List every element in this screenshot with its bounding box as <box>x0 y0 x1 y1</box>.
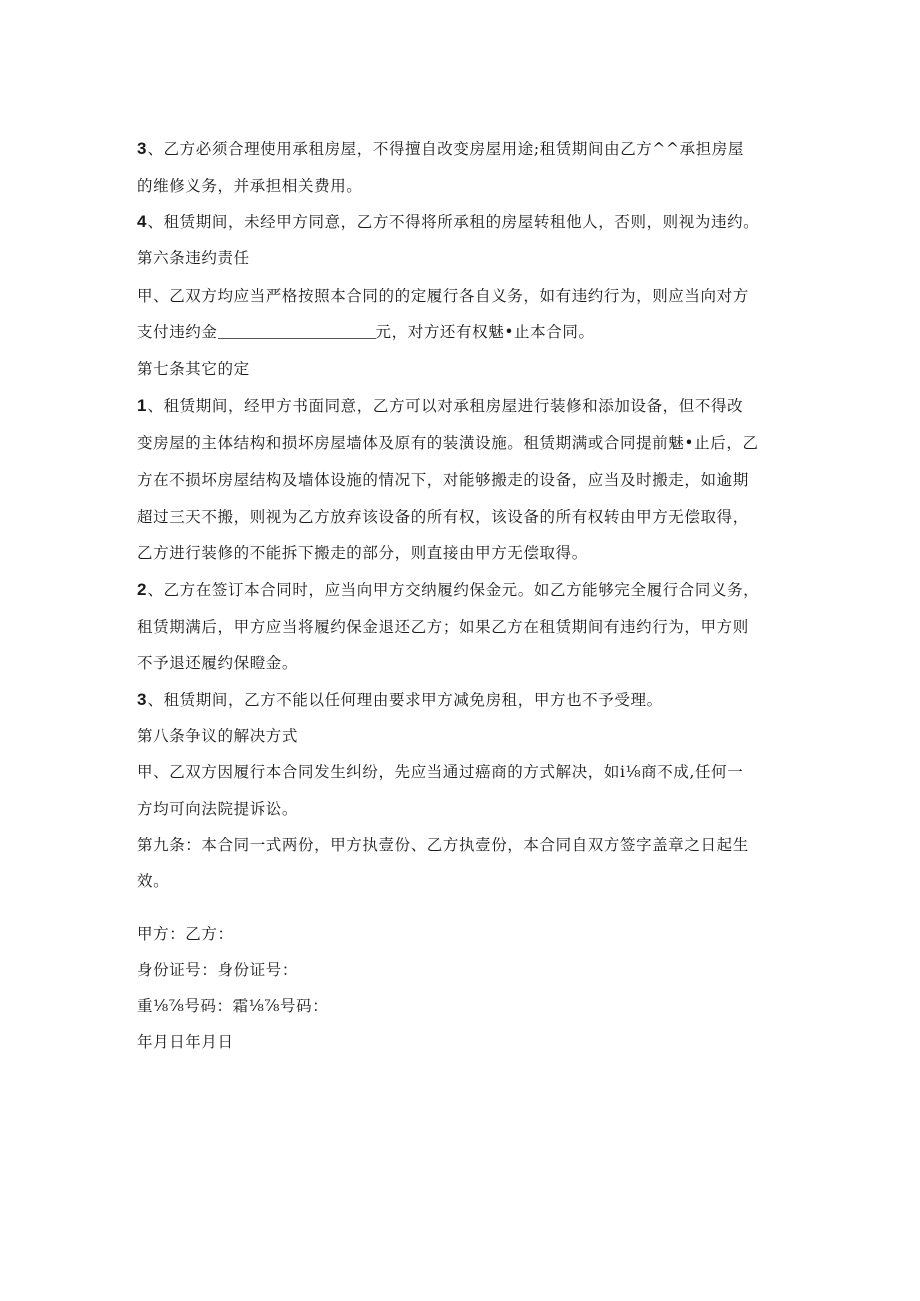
clause-8-body-line-2 <box>137 799 298 819</box>
line-text: 乙方进行装修的不能拆下搬走的部分，则直接由甲方无偿取得。 <box>137 544 588 562</box>
clause-7-item-1-line-5 <box>137 543 588 563</box>
signature-phone-numbers <box>137 996 328 1016</box>
clause-7-item-1-line-2 <box>137 433 759 453</box>
clause-8-body-line-1 <box>137 762 743 782</box>
clause-7-item-2-line-1 <box>137 580 759 600</box>
clause-5-item-3-line-1 <box>137 139 744 159</box>
line-text: 、租赁期间，乙方不能以任何理由要求甲方减免房租，甲方也不予受理。 <box>147 691 663 709</box>
line-text: 支付违约金 <box>137 323 218 341</box>
line-text: 、乙方在签订本合同时，应当向甲方交纳履约保金元。如乙方能够完全履行合同义务， <box>147 581 760 599</box>
line-text: 重⅛⅞号码：霜⅛⅞号码： <box>137 997 329 1015</box>
clause-7-item-1-line-1 <box>137 396 743 416</box>
line-text: 的维修义务，并承担相关费用。 <box>137 177 363 195</box>
clause-9-line-1 <box>137 835 749 855</box>
line-text: 效。 <box>137 872 170 890</box>
clause-7-heading <box>137 359 250 379</box>
heading-text: 第七条其它的定 <box>137 360 250 378</box>
line-text: 、租赁期间，未经甲方同意，乙方不得将所承租的房屋转租他人，否则，则视为违约。 <box>147 213 760 231</box>
item-number: 4 <box>137 212 147 231</box>
line-text-after: 元，对方还有权魅•止本合同。 <box>375 323 595 341</box>
clause-7-item-1-line-4 <box>137 507 749 527</box>
signature-dates <box>137 1032 234 1052</box>
signature-id-numbers <box>137 960 298 980</box>
clause-9-line-2 <box>137 871 169 891</box>
clause-8-heading <box>137 726 298 746</box>
line-text: 不予退还履约保瞪金。 <box>137 654 299 672</box>
line-text: 方在不损坏房屋结构及墙体设施的情况下，对能够搬走的设备，应当及时搬走，如逾期 <box>137 471 749 489</box>
item-number: 1 <box>137 396 147 415</box>
signature-parties <box>137 924 234 944</box>
line-text: 年月日年月日 <box>137 1033 234 1051</box>
heading-text: 第八条争议的解决方式 <box>137 727 299 745</box>
line-text: 甲方：乙方： <box>137 925 234 943</box>
item-number: 2 <box>137 580 147 599</box>
line-text: 方均可向法院提诉讼。 <box>137 800 299 818</box>
clause-6-body-line-1 <box>137 286 749 306</box>
line-text: 租赁期满后，甲方应当将履约保金退还乙方；如果乙方在租赁期间有违约行为，甲方则 <box>137 618 749 636</box>
clause-7-item-3 <box>137 690 663 710</box>
clause-5-item-3-line-2 <box>137 176 362 196</box>
line-text: 第九条：本合同一式两份，甲方执壹份、乙方执壹份，本合同自双方签字盖章之日起生 <box>137 836 749 854</box>
line-text: 变房屋的主体结构和损坏房屋墙体及原有的装潢设施。租赁期满或合同提前魅•止后，乙 <box>137 434 759 452</box>
line-text: 甲、乙双方均应当严格按照本合同的的定履行各自义务，如有违约行为，则应当向对方 <box>137 287 749 305</box>
line-text: 、乙方必须合理使用承租房屋，不得擅自改变房屋用途;租赁期间由乙方^^承担房屋 <box>147 140 744 158</box>
clause-6-body-line-2 <box>137 322 595 342</box>
item-number: 3 <box>137 690 147 709</box>
penalty-amount-blank <box>218 324 376 339</box>
item-number: 3 <box>137 139 147 158</box>
line-text: 甲、乙双方因履行本合同发生纠纷，先应当通过癌商的方式解决，如i⅛商不成,任何一 <box>137 763 744 781</box>
clause-5-item-4 <box>137 212 759 232</box>
clause-7-item-2-line-2 <box>137 617 749 637</box>
line-text: 超过三天不搬，则视为乙方放弃该设备的所有权，该设备的所有权转由甲方无偿取得， <box>137 508 749 526</box>
clause-7-item-2-line-3 <box>137 653 298 673</box>
line-text: 身份证号：身份证号： <box>137 961 299 979</box>
clause-6-heading <box>137 248 250 268</box>
line-text: 、租赁期间，经甲方书面同意，乙方可以对承租房屋进行装修和添加设备，但不得改 <box>147 397 744 415</box>
heading-text: 第六条违约责任 <box>137 249 250 267</box>
clause-7-item-1-line-3 <box>137 470 749 490</box>
